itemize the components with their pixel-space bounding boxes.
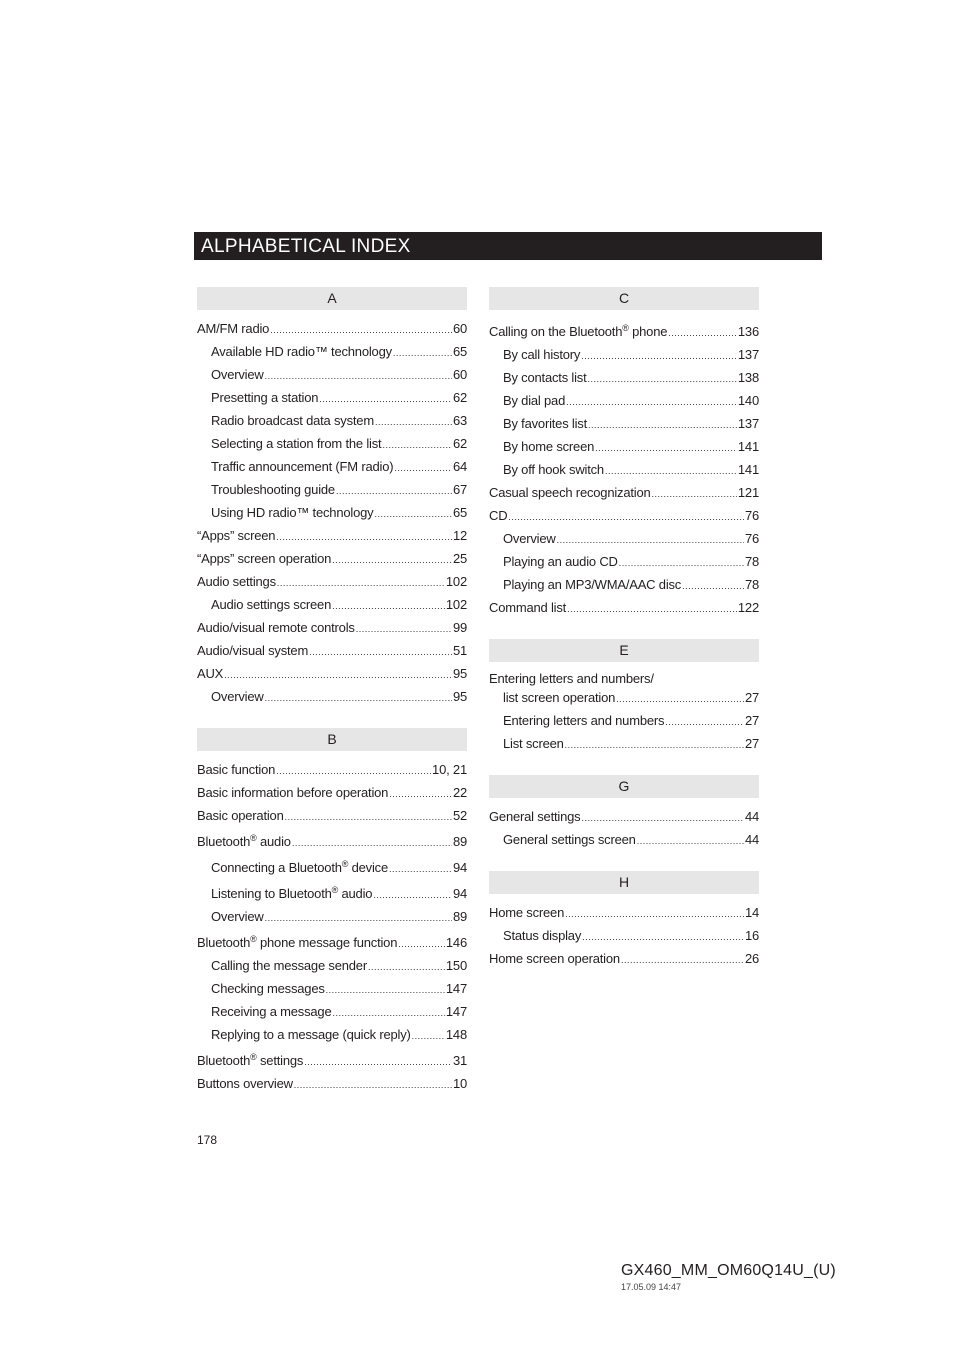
- index-entry[interactable]: [197, 759, 467, 782]
- entry-label: [503, 710, 664, 731]
- entry-label-text: Overview: [211, 367, 264, 382]
- index-entry[interactable]: [489, 482, 759, 505]
- dot-leader: [265, 908, 452, 929]
- entry-page-ref[interactable]: 64: [452, 459, 467, 474]
- entry-label-text: By favorites list: [503, 416, 588, 431]
- entry-page-ref[interactable]: 147: [445, 1004, 467, 1019]
- entry-label: [489, 902, 564, 923]
- dot-leader: [682, 576, 744, 597]
- entry-page-ref[interactable]: 78: [744, 554, 759, 569]
- index-subentry[interactable]: [489, 436, 759, 459]
- entry-label-text: Using HD radio™ technology: [211, 505, 374, 520]
- dot-leader: [373, 885, 452, 906]
- index-entry[interactable]: [197, 525, 467, 548]
- entry-label-text: Overview: [503, 531, 556, 546]
- entry-page-ref[interactable]: 22: [452, 785, 467, 800]
- dot-leader: [292, 833, 452, 854]
- entry-label-text: Home screen: [489, 905, 565, 920]
- entry-page-ref[interactable]: 76: [744, 508, 759, 523]
- dot-leader: [368, 957, 445, 978]
- entry-page-ref[interactable]: 10, 21: [432, 762, 467, 777]
- index-entry[interactable]: [197, 571, 467, 594]
- entry-label-suffix: phone: [628, 324, 668, 339]
- entry-page-ref[interactable]: 102: [445, 597, 467, 612]
- entry-label-text: Available HD radio™ technology: [211, 344, 392, 359]
- dot-leader: [382, 435, 452, 456]
- entry-label-text: Audio/visual system: [197, 643, 309, 658]
- entry-label: [197, 548, 331, 569]
- index-subentry[interactable]: [197, 594, 467, 617]
- entry-label: [197, 525, 275, 546]
- entry-page-ref[interactable]: 137: [737, 347, 759, 362]
- entry-label: [503, 436, 594, 457]
- index-entry[interactable]: [489, 806, 759, 829]
- entry-label: [503, 528, 556, 549]
- entry-page-ref[interactable]: 138: [737, 370, 759, 385]
- dot-leader: [595, 438, 737, 459]
- dot-leader: [224, 665, 452, 686]
- entry-label-text: Troubleshooting guide: [211, 482, 335, 497]
- section-letter-heading: H: [489, 871, 759, 894]
- entry-label: [197, 571, 276, 592]
- entry-label: [211, 433, 381, 454]
- entry-page-ref[interactable]: 67: [452, 482, 467, 497]
- index-subentry[interactable]: [197, 1001, 467, 1024]
- entry-page-ref[interactable]: 16: [744, 928, 759, 943]
- entry-page-ref[interactable]: 121: [737, 485, 759, 500]
- entry-label: [197, 640, 308, 661]
- entry-page-ref[interactable]: 140: [737, 393, 759, 408]
- entry-page-ref[interactable]: 146: [445, 935, 467, 950]
- index-section-b: [197, 728, 467, 1096]
- entry-label-text: Connecting a Bluetooth: [211, 860, 342, 875]
- section-letter-heading: A: [197, 287, 467, 310]
- index-entry[interactable]: [197, 782, 467, 805]
- dot-leader: [398, 934, 445, 955]
- entry-label: [211, 364, 264, 385]
- registered-mark: ®: [250, 833, 257, 843]
- footer-document-code: GX460_MM_OM60Q14U_(U): [621, 1262, 836, 1279]
- entry-label-text: AM/FM radio: [197, 321, 270, 336]
- entry-label-text: Radio broadcast data system: [211, 413, 374, 428]
- entry-page-ref[interactable]: 89: [452, 909, 467, 924]
- entry-label: [489, 597, 566, 618]
- entry-page-ref[interactable]: 150: [445, 958, 467, 973]
- dot-leader: [665, 712, 744, 733]
- entry-label-text: Entering letters and numbers: [503, 713, 665, 728]
- index-section-c: [489, 287, 759, 620]
- entry-page-ref[interactable]: 14: [744, 905, 759, 920]
- index-subentry[interactable]: [197, 880, 467, 906]
- dot-leader: [309, 642, 452, 663]
- dot-leader: [581, 808, 743, 829]
- entry-page-ref[interactable]: 99: [452, 620, 467, 635]
- entry-label: [503, 413, 587, 434]
- entry-label-text: General settings: [489, 809, 581, 824]
- entry-label-text: By off hook switch: [503, 462, 604, 477]
- entry-label-text: “Apps” screen: [197, 528, 276, 543]
- dot-leader: [588, 369, 737, 390]
- entry-page-ref[interactable]: 89: [452, 834, 467, 849]
- index-entry[interactable]: [197, 805, 467, 828]
- dot-leader: [394, 458, 452, 479]
- entry-label-text: Overview: [211, 909, 264, 924]
- entry-page-ref[interactable]: 51: [452, 643, 467, 658]
- dot-leader: [566, 392, 737, 413]
- entry-label-text: List screen: [503, 736, 564, 751]
- entry-page-ref[interactable]: 27: [744, 690, 759, 705]
- entry-label: [197, 617, 355, 638]
- registered-mark: ®: [331, 885, 339, 895]
- entry-label-text: General settings screen: [503, 832, 636, 847]
- entry-label-text: Audio/visual remote controls: [197, 620, 355, 635]
- entry-label-text: Buttons overview: [197, 1076, 293, 1091]
- index-subentry[interactable]: [197, 364, 467, 387]
- entry-label: [211, 594, 331, 615]
- dot-leader: [616, 689, 744, 710]
- index-subentry[interactable]: [197, 854, 467, 880]
- dot-leader: [276, 761, 431, 782]
- entry-label: [211, 387, 318, 408]
- index-entry[interactable]: [197, 828, 467, 854]
- entry-label: [503, 925, 581, 946]
- entry-page-ref[interactable]: 44: [744, 809, 759, 824]
- entry-label: [211, 686, 264, 707]
- dot-leader: [294, 1075, 452, 1096]
- dot-leader: [637, 831, 744, 852]
- index-entry[interactable]: [489, 597, 759, 620]
- dot-leader: [375, 412, 452, 433]
- entry-label: [197, 805, 284, 826]
- entry-label-text: AUX: [197, 666, 224, 681]
- entry-page-ref[interactable]: 122: [737, 600, 759, 615]
- dot-leader: [557, 530, 744, 551]
- index-entry[interactable]: [197, 1073, 467, 1096]
- index-section-h: [489, 871, 759, 971]
- entry-label-suffix: device: [348, 860, 388, 875]
- index-subentry[interactable]: [489, 367, 759, 390]
- entry-page-ref[interactable]: 62: [452, 390, 467, 405]
- dot-leader: [565, 904, 744, 925]
- entry-label: [211, 978, 325, 999]
- index-column-left: [197, 287, 467, 1115]
- entry-label-text: Receiving a message: [211, 1004, 332, 1019]
- entry-page-ref[interactable]: 137: [737, 416, 759, 431]
- entry-label: [197, 782, 388, 803]
- entry-page-ref[interactable]: 12: [452, 528, 467, 543]
- entry-page-ref[interactable]: 44: [744, 832, 759, 847]
- entry-label-text: Basic function: [197, 762, 276, 777]
- entry-label-text: Audio settings screen: [211, 597, 332, 612]
- dot-leader: [326, 980, 445, 1001]
- entry-label: [489, 505, 507, 526]
- entry-label-text: Presetting a station: [211, 390, 319, 405]
- entry-label-text: Home screen operation: [489, 951, 620, 966]
- index-subentry[interactable]: [197, 341, 467, 364]
- index-subentry[interactable]: [197, 479, 467, 502]
- index-subentry[interactable]: [489, 459, 759, 482]
- dot-leader: [332, 596, 445, 617]
- registered-mark: ®: [341, 859, 349, 869]
- entry-page-ref[interactable]: 27: [744, 713, 759, 728]
- entry-label-text: CD: [489, 508, 508, 523]
- section-letter-heading: C: [489, 287, 759, 310]
- dot-leader: [319, 389, 452, 410]
- entry-page-ref[interactable]: 102: [445, 574, 467, 589]
- entry-label-text: Command list: [489, 600, 567, 615]
- entry-page-ref[interactable]: 60: [452, 321, 467, 336]
- entry-label: [197, 318, 269, 339]
- dot-leader: [581, 346, 737, 367]
- entry-page-ref[interactable]: 63: [452, 413, 467, 428]
- dot-leader: [668, 323, 737, 344]
- dot-leader: [336, 481, 452, 502]
- entry-label: [211, 479, 335, 500]
- entry-page-ref[interactable]: 141: [737, 439, 759, 454]
- index-entry-line1[interactable]: Entering letters and numbers/: [489, 671, 654, 686]
- index-entry[interactable]: [197, 929, 467, 955]
- entry-label: [197, 1073, 293, 1094]
- index-subentry[interactable]: [489, 528, 759, 551]
- dot-leader: [265, 366, 452, 387]
- index-subentry[interactable]: [197, 502, 467, 525]
- index-entry[interactable]: [197, 1047, 467, 1073]
- index-subentry[interactable]: [197, 410, 467, 433]
- index-entry[interactable]: [197, 548, 467, 571]
- entry-label-text: By dial pad: [503, 393, 566, 408]
- index-subentry[interactable]: [489, 925, 759, 948]
- index-subentry[interactable]: [197, 955, 467, 978]
- dot-leader: [412, 1026, 445, 1047]
- entry-label: [489, 948, 620, 969]
- registered-mark: ®: [622, 323, 629, 333]
- dot-leader: [285, 807, 452, 828]
- index-entry[interactable]: [197, 318, 467, 341]
- section-letter-heading: E: [489, 639, 759, 662]
- index-entry[interactable]: [197, 640, 467, 663]
- dot-leader: [567, 599, 737, 620]
- entry-page-ref[interactable]: 136: [737, 324, 759, 339]
- dot-leader: [393, 343, 452, 364]
- index-section-e: [489, 639, 759, 756]
- entry-label-text: Basic operation: [197, 808, 284, 823]
- entry-page-ref[interactable]: 94: [452, 886, 467, 901]
- entry-label: [211, 955, 367, 976]
- entry-page-ref[interactable]: 147: [445, 981, 467, 996]
- entry-page-ref[interactable]: 65: [452, 505, 467, 520]
- dot-leader: [588, 415, 737, 436]
- dot-leader: [276, 527, 452, 548]
- entry-page-ref[interactable]: 27: [744, 736, 759, 751]
- entry-label: [489, 806, 580, 827]
- entry-label-text: Playing an MP3/WMA/AAC disc: [503, 577, 682, 592]
- dot-leader: [389, 859, 452, 880]
- entry-label: [503, 459, 604, 480]
- entry-label: [503, 344, 580, 365]
- index-entry[interactable]: [489, 318, 759, 344]
- index-subentry[interactable]: [489, 829, 759, 852]
- index-subentry[interactable]: [197, 686, 467, 709]
- dot-leader: [356, 619, 452, 640]
- entry-label-text: Status display: [503, 928, 582, 943]
- entry-label-text: Bluetooth: [197, 834, 251, 849]
- index-subentry[interactable]: [197, 433, 467, 456]
- entry-label: [503, 367, 587, 388]
- entry-label-text: Basic information before operation: [197, 785, 389, 800]
- index-subentry[interactable]: [197, 978, 467, 1001]
- entry-page-ref[interactable]: 25: [452, 551, 467, 566]
- dot-leader: [621, 950, 744, 971]
- dot-leader: [332, 550, 452, 571]
- entry-label: [503, 687, 615, 708]
- index-section-a: [197, 287, 467, 709]
- dot-leader: [304, 1052, 452, 1073]
- dot-leader: [265, 688, 452, 709]
- dot-leader: [277, 573, 445, 594]
- index-subentry[interactable]: [489, 413, 759, 436]
- dot-leader: [333, 1003, 445, 1024]
- entry-label: [211, 854, 388, 878]
- index-subentry[interactable]: [197, 387, 467, 410]
- entry-label: [197, 1047, 303, 1071]
- entry-label-text: Calling the message sender: [211, 958, 367, 973]
- dot-leader: [508, 507, 744, 528]
- registered-mark: ®: [250, 934, 257, 944]
- entry-page-ref[interactable]: 62: [452, 436, 467, 451]
- entry-page-ref[interactable]: 60: [452, 367, 467, 382]
- entry-label-suffix: settings: [256, 1053, 304, 1068]
- entry-page-ref[interactable]: 95: [452, 689, 467, 704]
- index-subentry[interactable]: [489, 710, 759, 733]
- entry-label: [211, 880, 372, 904]
- entry-page-ref[interactable]: 141: [737, 462, 759, 477]
- entry-label: [211, 410, 374, 431]
- index-column-right: [489, 287, 759, 990]
- entry-label-suffix: audio: [338, 886, 373, 901]
- entry-label-text: list screen operation: [503, 690, 616, 705]
- entry-label: [503, 829, 636, 850]
- index-entry[interactable]: [197, 617, 467, 640]
- entry-label: [503, 574, 681, 595]
- entry-label-text: Calling on the Bluetooth: [489, 324, 623, 339]
- entry-label-suffix: audio: [256, 834, 291, 849]
- index-subentry[interactable]: [489, 390, 759, 413]
- entry-label: [211, 502, 373, 523]
- entry-label: [503, 551, 618, 572]
- section-letter-heading: B: [197, 728, 467, 751]
- entry-label: [489, 482, 651, 503]
- entry-label: [489, 318, 667, 342]
- index-entry[interactable]: [197, 663, 467, 686]
- entry-label-text: Playing an audio CD: [503, 554, 618, 569]
- entry-page-ref[interactable]: 148: [445, 1027, 467, 1042]
- dot-leader: [652, 484, 737, 505]
- index-subentry[interactable]: [489, 733, 759, 756]
- entry-page-ref[interactable]: 76: [744, 531, 759, 546]
- entry-label-suffix: phone message function: [256, 935, 398, 950]
- page-number: 178: [197, 1133, 218, 1147]
- index-section-g: [489, 775, 759, 852]
- dot-leader: [605, 461, 737, 482]
- index-subentry[interactable]: [197, 456, 467, 479]
- entry-page-ref[interactable]: 26: [744, 951, 759, 966]
- entry-page-ref[interactable]: 94: [452, 860, 467, 875]
- entry-label: [197, 828, 291, 852]
- dot-leader: [619, 553, 744, 574]
- entry-label-text: Audio settings: [197, 574, 276, 589]
- entry-label: [211, 906, 264, 927]
- entry-label-text: Overview: [211, 689, 264, 704]
- entry-label-text: By call history: [503, 347, 581, 362]
- entry-label-text: Listening to Bluetooth: [211, 886, 332, 901]
- dot-leader: [582, 927, 744, 948]
- entry-label: [211, 456, 393, 477]
- registered-mark: ®: [250, 1052, 257, 1062]
- entry-label: [197, 663, 223, 684]
- entry-label-text: Bluetooth: [197, 935, 251, 950]
- entry-label-text: Casual speech recognization: [489, 485, 651, 500]
- entry-label: [197, 759, 275, 780]
- entry-label: [211, 1001, 332, 1022]
- index-entry[interactable]: [489, 948, 759, 971]
- entry-page-ref[interactable]: 78: [744, 577, 759, 592]
- index-subentry[interactable]: [489, 551, 759, 574]
- entry-label-text: Replying to a message (quick reply): [211, 1027, 411, 1042]
- dot-leader: [374, 504, 452, 525]
- entry-label-text: Selecting a station from the list: [211, 436, 382, 451]
- section-letter-heading: G: [489, 775, 759, 798]
- entry-page-ref[interactable]: 65: [452, 344, 467, 359]
- index-subentry[interactable]: [197, 1024, 467, 1047]
- dot-leader: [270, 320, 452, 341]
- entry-label-text: “Apps” screen operation: [197, 551, 332, 566]
- entry-label: [211, 1024, 411, 1045]
- index-header-bar: [194, 232, 822, 260]
- index-entry[interactable]: [489, 902, 759, 925]
- entry-label-text: By home screen: [503, 439, 595, 454]
- footer-timestamp: 17.05.09 14:47: [621, 1282, 682, 1292]
- entry-label: [197, 929, 397, 953]
- entry-page-ref[interactable]: 31: [452, 1053, 467, 1068]
- entry-label-text: By contacts list: [503, 370, 587, 385]
- entry-label-text: Bluetooth: [197, 1053, 251, 1068]
- entry-label: [503, 390, 565, 411]
- dot-leader: [389, 784, 452, 805]
- entry-label: [211, 341, 392, 362]
- index-subentry[interactable]: [197, 906, 467, 929]
- dot-leader: [565, 735, 744, 756]
- index-subentry[interactable]: [489, 574, 759, 597]
- index-title: ALPHABETICAL INDEX: [201, 236, 411, 257]
- index-subentry[interactable]: [489, 687, 759, 710]
- entry-label-text: Checking messages: [211, 981, 325, 996]
- entry-page-ref[interactable]: 10: [452, 1076, 467, 1091]
- entry-page-ref[interactable]: 95: [452, 666, 467, 681]
- index-entry[interactable]: [489, 505, 759, 528]
- entry-label: [503, 733, 564, 754]
- entry-page-ref[interactable]: 52: [452, 808, 467, 823]
- entry-label-text: Traffic announcement (FM radio): [211, 459, 394, 474]
- index-subentry[interactable]: [489, 344, 759, 367]
